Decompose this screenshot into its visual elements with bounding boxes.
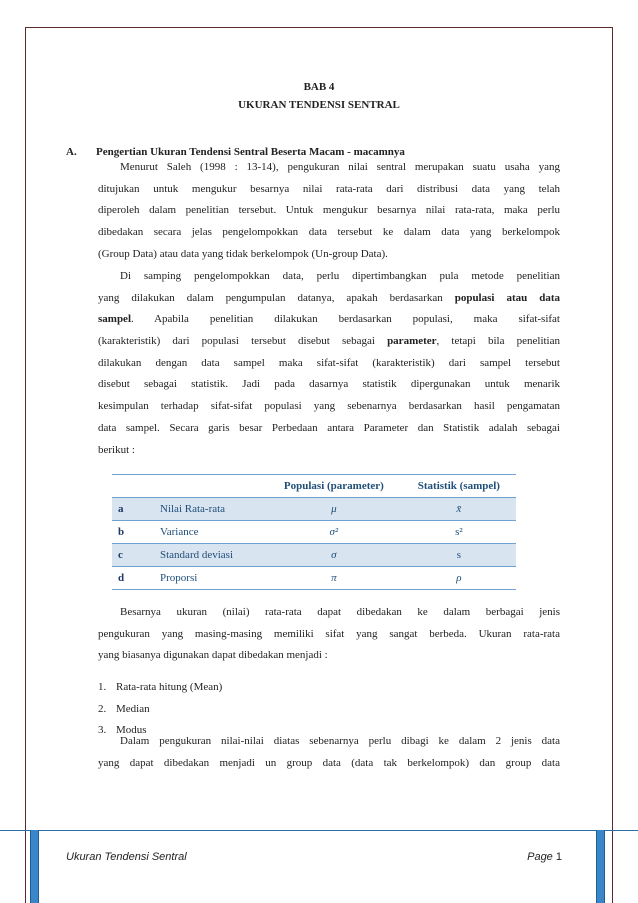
page-border-left — [25, 27, 26, 903]
table-row — [112, 498, 516, 521]
row-name: Standard deviasi — [154, 544, 266, 567]
sample-symbol: x̄ — [402, 498, 516, 521]
footer-accent-bar-right — [596, 830, 605, 903]
row-key: a — [112, 498, 154, 521]
list-item: 2. Median — [98, 702, 150, 715]
text-line: yang biasanya digunakan dapat dibedakan menjadi : — [98, 649, 328, 662]
table-header-row — [112, 475, 516, 498]
population-symbol: π — [331, 572, 337, 584]
population-symbol: σ — [266, 544, 402, 567]
chapter-title: UKURAN TENDENSI SENTRAL — [238, 99, 400, 111]
text-line: Dalam pengukuran nilai-nilai diatas sebenarnya perlu dibagi ke dalam 2 jenis data — [120, 735, 560, 747]
text-line: sampel. Apabila penelitian dilakukan berdasarkan populasi, maka sifat-sifat — [98, 313, 560, 326]
paragraph-3 — [98, 602, 560, 667]
table-row — [112, 544, 516, 567]
text-line: disebut sebagai statistik. Jadi pada dasarnya statistik dipergunakan untuk menarik — [98, 378, 560, 391]
footer-title: Ukuran Tendensi Sentral — [66, 851, 187, 863]
text-line: pengukuran yang masing-masing memiliki sifat yang sangat berbeda. Ukuran rata-rata — [98, 627, 560, 640]
page-border-right — [612, 27, 613, 903]
row-name: Nilai Rata-rata — [154, 498, 266, 521]
text-line: ditujukan untuk mengukur besarnya nilai rata-rata dari distribusi data yang telah — [98, 182, 560, 195]
paragraph-1 — [98, 157, 560, 265]
sample-symbol: s² — [455, 526, 463, 538]
list-item: 1. Rata-rata hitung (Mean) — [98, 681, 223, 693]
text-line: kesimpulan terhadap sifat-sifat populasi yang sebenarnya berdasarkan hasil pengamatan — [98, 400, 560, 413]
table-header-cell — [154, 475, 266, 498]
text-line: Besarnya ukuran (nilai) rata-rata dapat dibedakan ke dalam berbagai jenis — [120, 606, 560, 618]
row-key: b — [118, 526, 125, 538]
text-line: Di samping pengelompokkan data, perlu dipertimbangkan pula metode penelitian — [120, 270, 560, 282]
row-key: d — [118, 572, 125, 584]
bold-term: parameter — [387, 335, 437, 348]
footer-accent-bar-left — [30, 830, 39, 903]
sample-symbol: s — [402, 544, 516, 567]
sample-symbol: ρ — [456, 572, 462, 584]
population-symbol: μ — [266, 498, 402, 521]
text-line: yang dapat dibedakan menjadi un group data (data tak berkelompok) dan group data — [98, 756, 560, 769]
text-line: dilakukan dengan data sampel maka sifat-sifat (karakteristik) dari sampel tersebut — [98, 356, 560, 369]
row-name: Proporsi — [160, 572, 198, 584]
parameter-statistic-table — [112, 474, 516, 590]
paragraph-2 — [98, 266, 560, 461]
footer-page-number: Page 1 — [527, 851, 562, 863]
bold-term: sampel — [98, 313, 131, 326]
section-letter: A. — [66, 146, 77, 158]
text-line: Menurut Saleh (1998 : 13-14), pengukuran nilai sentral merupakan suatu usaha yang — [120, 161, 560, 173]
table-row — [112, 567, 516, 590]
bold-term: populasi atau data — [454, 291, 560, 304]
paragraph-4 — [98, 731, 560, 774]
text-line: (Group Data) atau data yang tidak berkelompok (Un-group Data). — [98, 247, 388, 260]
chapter-number: BAB 4 — [303, 81, 335, 93]
page-border-top — [25, 27, 613, 28]
text-line: yang dilakukan dalam pengumpulan datanya, apakah berdasarkan populasi atau data — [98, 291, 560, 304]
text-line: berikut : — [98, 443, 135, 456]
population-symbol: σ² — [329, 526, 339, 538]
table-row — [112, 521, 516, 544]
text-line: (karakteristik) dari populasi tersebut disebut sebagai parameter, tetapi bila penelitian — [98, 335, 560, 348]
row-key: c — [112, 544, 154, 567]
table-header-population: Populasi (parameter) — [283, 480, 384, 492]
footer-rule — [0, 830, 638, 831]
table-header-sample: Statistik (sampel) — [417, 480, 500, 492]
section-heading-text: Pengertian Ukuran Tendensi Sentral Beserta Macam - macamnya — [96, 146, 405, 158]
text-line: dibedakan secara jelas pengelompokkan data tersebut ke dalam data yang berkelompok — [98, 226, 560, 239]
list-item: 3. Modus — [98, 724, 147, 736]
text-line: data sampel. Secara garis besar Perbedaan antara Parameter dan Statistik adalah sebagai — [98, 421, 560, 434]
table-header-cell — [112, 475, 154, 498]
row-name: Variance — [160, 526, 199, 538]
text-line: diperoleh dalam penelitian tersebut. Untuk mengukur besarnya nilai rata-rata, maka perlu — [98, 204, 560, 217]
